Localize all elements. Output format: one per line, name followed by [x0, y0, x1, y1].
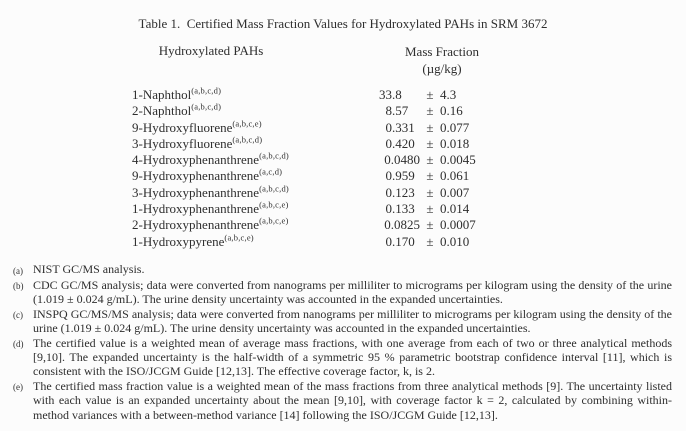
plus-minus-symbol: ±	[426, 103, 434, 119]
footnote-marker: (a,b,c,d)	[191, 101, 222, 112]
footnote-text: CDC GC/MS analysis; data were converted from nanograms per milliliter to micrograms per kilogram using the density of the urine (1.019 ± 0.024 g/mL). The urine density uncertainty was accounted in the expanded uncertainties.	[33, 277, 672, 307]
mass-fraction-unit: (µg/kg)	[422, 61, 462, 76]
table-row	[0, 168, 686, 184]
mass-fraction-value: 0 .959	[385, 168, 415, 184]
footnote-d	[13, 336, 672, 379]
footnote-text: NIST GC/MS analysis.	[33, 262, 145, 276]
compound-name: 2-Hydroxyphenanthrene	[132, 217, 260, 233]
footnote-text: INSPQ GC/MS/MS analysis; data were converted from nanograms per milliliter to micrograms per kilogram using the density of the urine (1.019 ± 0.024 g/mL). The urine density uncertainty was accounted in the expanded uncertainties.	[33, 306, 672, 336]
mass-fraction-value: 0 .133	[385, 201, 415, 217]
compound-name: 3-Hydroxyphenanthrene	[132, 184, 260, 200]
uncertainty-value: 0.010	[440, 233, 470, 249]
mass-fraction-value: 8 .57	[385, 103, 409, 119]
uncertainty-value: 4.3	[440, 87, 457, 102]
uncertainty-value: 0.0045	[440, 152, 476, 168]
uncertainty-value: 0.0007	[440, 217, 476, 233]
certified-values-table	[0, 87, 686, 250]
plus-minus-symbol: ±	[426, 217, 434, 233]
footnote-marker: (e)	[13, 382, 23, 393]
mass-fraction-value: 0 .420	[385, 135, 415, 151]
column-header-compounds: Hydroxylated PAHs	[158, 43, 264, 58]
footnote-marker: (a,b,c,e)	[259, 199, 289, 210]
mass-fraction-value: 0 .331	[385, 119, 415, 135]
mass-fraction-value: 33 .8	[379, 87, 402, 102]
footnote-marker: (d)	[13, 339, 24, 350]
table-row	[0, 185, 686, 201]
plus-minus-symbol: ±	[426, 233, 434, 249]
mass-fraction-value: 0 .170	[385, 233, 415, 249]
plus-minus-symbol: ±	[426, 152, 434, 168]
table-row	[0, 103, 686, 119]
uncertainty-value: 0.16	[440, 103, 463, 119]
table-row	[0, 201, 686, 217]
mass-fraction-label: Mass Fraction	[404, 44, 480, 59]
footnote-a	[13, 262, 672, 278]
footnote-marker: (a,b,c,d)	[259, 150, 289, 161]
footnote-marker: (a)	[13, 265, 23, 276]
plus-minus-symbol: ±	[426, 135, 434, 151]
footnote-marker: (a,b,c,d)	[232, 134, 263, 145]
table-row	[0, 120, 686, 136]
column-header-mass-fraction	[367, 43, 517, 77]
compound-name: 1-Naphthol	[132, 87, 192, 102]
footnote-e	[13, 379, 672, 422]
mass-fraction-value: 0 .0825	[384, 217, 420, 233]
uncertainty-value: 0.018	[440, 135, 470, 151]
compound-name: 2-Naphthol	[132, 103, 192, 119]
table-row	[0, 87, 686, 103]
uncertainty-value: 0.007	[440, 184, 470, 200]
plus-minus-symbol: ±	[426, 168, 434, 184]
table-row	[0, 152, 686, 168]
table-row	[0, 217, 686, 233]
footnote-text: The certified value is a weighted mean of average mass fractions, with one average from each of two or three analytical methods [9,10]. The expanded uncertainty is the half-width of a symmetric 95 % parametric bootstrap confidence interval [11], which is consistent with the ISO/JCGM Guide [12,13]. The effective coverage factor, k, is 2.	[33, 335, 672, 379]
footnote-marker: (c)	[13, 310, 23, 321]
table-title: Table 1. Certified Mass Fraction Values for Hydroxylated PAHs in SRM 3672	[138, 16, 548, 31]
plus-minus-symbol: ±	[426, 119, 434, 135]
uncertainty-value: 0.061	[440, 168, 470, 184]
footnote-marker: (a,c,d)	[259, 167, 283, 178]
footnote-marker: (a,b,c,e)	[232, 118, 262, 129]
footnote-text: The certified mass fraction value is a weighted mean of the mass fractions from three analytical methods [9]. The uncertainty listed with each value is an expanded uncertainty about the mean [9,10], with coverage factor k = 2, calculated by combining within-method variances with a between-method variance [14] following the ISO/JCGM Guide [12,13].	[33, 378, 672, 422]
compound-name: 3-Hydroxyfluorene	[132, 135, 233, 151]
mass-fraction-value: 0 .0480	[384, 152, 420, 168]
footnote-marker: (a,b,c,e)	[224, 232, 254, 243]
compound-name: 1-Hydroxypyrene	[132, 233, 225, 249]
footnotes-section	[13, 262, 672, 422]
footnote-marker: (a,b,c,d)	[259, 183, 289, 194]
footnote-c	[13, 307, 672, 336]
plus-minus-symbol: ±	[426, 201, 434, 217]
uncertainty-value: 0.077	[440, 119, 470, 135]
footnote-b	[13, 278, 672, 307]
compound-name: 1-Hydroxyphenanthrene	[132, 201, 260, 217]
plus-minus-symbol: ±	[426, 184, 434, 200]
footnote-marker: (b)	[13, 281, 24, 292]
compound-name: 4-Hydroxyphenanthrene	[132, 152, 260, 168]
footnote-marker: (a,b,c,d)	[191, 85, 222, 96]
uncertainty-value: 0.014	[440, 201, 470, 217]
compound-name: 9-Hydroxyphenanthrene	[132, 168, 260, 184]
compound-name: 9-Hydroxyfluorene	[132, 119, 233, 135]
footnote-marker: (a,b,c,e)	[259, 216, 289, 227]
plus-minus-symbol: ±	[426, 87, 434, 102]
table-row	[0, 136, 686, 152]
table-row	[0, 234, 686, 250]
mass-fraction-value: 0 .123	[385, 184, 415, 200]
